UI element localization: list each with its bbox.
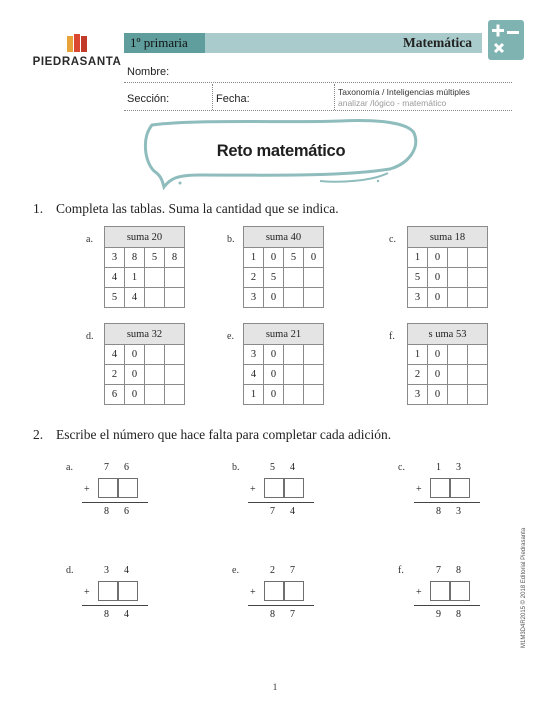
result-digit: 7 — [270, 506, 275, 517]
result-digit: 8 — [456, 609, 461, 620]
result-digit: 7 — [290, 609, 295, 620]
answer-cell[interactable] — [468, 288, 488, 308]
answer-cell[interactable] — [468, 365, 488, 385]
seccion-label: Sección: — [127, 93, 170, 105]
answer-cell[interactable] — [145, 345, 165, 365]
digit-cell: 0 — [125, 345, 145, 365]
addition-letter: b. — [232, 462, 240, 473]
digit-cell: 5 — [145, 248, 165, 268]
addition-letter: d. — [66, 565, 74, 576]
result-digit: 8 — [436, 506, 441, 517]
result-digit: 9 — [436, 609, 441, 620]
logo-text: PIEDRASANTA — [32, 56, 122, 68]
answer-cell[interactable] — [304, 268, 324, 288]
plus-sign: + — [250, 587, 256, 598]
answer-cell[interactable] — [165, 268, 185, 288]
digit-cell: 3 — [408, 288, 428, 308]
digit-cell: 2 — [408, 365, 428, 385]
taxonomia-values: analizar /lógico - matemático — [338, 98, 447, 108]
answer-cell[interactable] — [284, 288, 304, 308]
answer-box[interactable] — [284, 478, 304, 498]
sum-table — [104, 226, 185, 308]
result-digit: 4 — [124, 609, 129, 620]
sum-table — [243, 323, 324, 405]
sum-line — [248, 605, 314, 606]
taxonomia-label: Taxonomía / Inteligencias múltiples — [338, 87, 470, 97]
table-title: s uma 53 — [408, 324, 488, 345]
digit-cell: 2 — [105, 365, 125, 385]
fecha-label: Fecha: — [216, 93, 250, 105]
digit-cell: 0 — [264, 365, 284, 385]
digit-cell: 3 — [244, 288, 264, 308]
top-digit: 3 — [456, 462, 461, 473]
table-title: suma 21 — [244, 324, 324, 345]
sum-line — [414, 502, 480, 503]
answer-box[interactable] — [118, 478, 138, 498]
digit-cell: 5 — [264, 268, 284, 288]
result-digit: 4 — [290, 506, 295, 517]
digit-cell: 0 — [428, 365, 448, 385]
top-digit: 5 — [270, 462, 275, 473]
table-letter: b. — [227, 234, 235, 245]
grade-label: 1º primaria — [124, 33, 205, 53]
result-digit: 8 — [270, 609, 275, 620]
sum-table — [407, 226, 488, 308]
top-digit: 7 — [104, 462, 109, 473]
plus-sign: + — [416, 587, 422, 598]
answer-cell[interactable] — [304, 345, 324, 365]
top-digit: 3 — [104, 565, 109, 576]
digit-cell: 0 — [304, 248, 324, 268]
table-title: suma 40 — [244, 227, 324, 248]
digit-cell: 3 — [105, 248, 125, 268]
digit-cell: 1 — [244, 248, 264, 268]
digit-cell: 3 — [408, 385, 428, 405]
answer-cell[interactable] — [304, 385, 324, 405]
top-digit: 8 — [456, 565, 461, 576]
answer-cell[interactable] — [165, 365, 185, 385]
seccion-line — [124, 110, 512, 111]
digit-cell: 0 — [428, 385, 448, 405]
digit-cell: 4 — [244, 365, 264, 385]
answer-cell[interactable] — [468, 248, 488, 268]
sum-table — [104, 323, 185, 405]
copyright-text: M1M3D4R2015 © 2018 Editorial Piedrasanta — [521, 527, 527, 648]
answer-cell[interactable] — [448, 248, 468, 268]
answer-cell[interactable] — [448, 385, 468, 405]
addition-letter: f. — [398, 565, 404, 576]
digit-cell: 5 — [105, 288, 125, 308]
piedrasanta-logo — [32, 34, 122, 74]
nombre-line[interactable] — [124, 82, 512, 83]
answer-cell[interactable] — [448, 288, 468, 308]
top-digit: 1 — [436, 462, 441, 473]
answer-box[interactable] — [450, 478, 470, 498]
field-separator — [212, 84, 213, 110]
answer-box[interactable] — [264, 581, 284, 601]
page-number: 1 — [272, 682, 278, 692]
addition-letter: e. — [232, 565, 239, 576]
answer-cell[interactable] — [284, 345, 304, 365]
answer-cell[interactable] — [448, 345, 468, 365]
addition-letter: c. — [398, 462, 405, 473]
top-digit: 7 — [290, 565, 295, 576]
digit-cell: 0 — [264, 288, 284, 308]
top-digit: 2 — [270, 565, 275, 576]
sum-line — [82, 605, 148, 606]
answer-cell[interactable] — [468, 385, 488, 405]
answer-cell[interactable] — [145, 385, 165, 405]
digit-cell: 0 — [264, 248, 284, 268]
result-digit: 6 — [124, 506, 129, 517]
digit-cell: 0 — [428, 345, 448, 365]
answer-cell[interactable] — [165, 345, 185, 365]
answer-cell[interactable] — [468, 345, 488, 365]
digit-cell: 4 — [105, 268, 125, 288]
answer-cell[interactable] — [165, 385, 185, 405]
table-title: suma 32 — [105, 324, 185, 345]
top-digit: 7 — [436, 565, 441, 576]
sum-line — [248, 502, 314, 503]
digit-cell: 5 — [408, 268, 428, 288]
answer-box[interactable] — [98, 581, 118, 601]
page-title: Reto matemático — [216, 142, 346, 160]
question-1-number: 1. — [33, 201, 44, 216]
result-digit: 3 — [456, 506, 461, 517]
table-title: suma 20 — [105, 227, 185, 248]
digit-cell: 4 — [125, 288, 145, 308]
plus-sign: + — [250, 484, 256, 495]
digit-cell: 5 — [284, 248, 304, 268]
answer-box[interactable] — [430, 581, 450, 601]
answer-box[interactable] — [118, 581, 138, 601]
book-logo-icon — [66, 34, 88, 54]
answer-cell[interactable] — [304, 365, 324, 385]
answer-cell[interactable] — [145, 288, 165, 308]
digit-cell: 6 — [105, 385, 125, 405]
top-digit: 4 — [124, 565, 129, 576]
top-digit: 6 — [124, 462, 129, 473]
answer-box[interactable] — [450, 581, 470, 601]
answer-cell[interactable] — [145, 365, 165, 385]
addition-letter: a. — [66, 462, 73, 473]
sum-table — [243, 226, 324, 308]
answer-cell[interactable] — [304, 288, 324, 308]
table-letter: e. — [227, 331, 234, 342]
sum-table — [407, 323, 488, 405]
answer-cell[interactable] — [448, 365, 468, 385]
sum-line — [414, 605, 480, 606]
nombre-label: Nombre: — [127, 66, 170, 78]
digit-cell: 0 — [428, 248, 448, 268]
plus-minus-times-icon — [488, 20, 524, 60]
answer-box[interactable] — [98, 478, 118, 498]
digit-cell: 4 — [105, 345, 125, 365]
result-digit: 8 — [104, 506, 109, 517]
digit-cell: 0 — [428, 288, 448, 308]
answer-cell[interactable] — [145, 268, 165, 288]
digit-cell: 1 — [125, 268, 145, 288]
table-letter: d. — [86, 331, 94, 342]
field-separator — [334, 84, 335, 110]
table-letter: c. — [389, 234, 396, 245]
digit-cell: 0 — [264, 385, 284, 405]
digit-cell: 0 — [125, 385, 145, 405]
question-1-text: Completa las tablas. Suma la cantidad que se indica. — [56, 201, 339, 216]
top-digit: 4 — [290, 462, 295, 473]
digit-cell: 2 — [244, 268, 264, 288]
question-2-number: 2. — [33, 427, 44, 442]
digit-cell: 8 — [125, 248, 145, 268]
question-2-text: Escribe el número que hace falta para completar cada adición. — [56, 427, 392, 442]
result-digit: 8 — [104, 609, 109, 620]
plus-sign: + — [84, 587, 90, 598]
answer-box[interactable] — [284, 581, 304, 601]
digit-cell: 0 — [125, 365, 145, 385]
digit-cell: 3 — [244, 345, 264, 365]
digit-cell: 1 — [408, 345, 428, 365]
table-title: suma 18 — [408, 227, 488, 248]
answer-cell[interactable] — [284, 365, 304, 385]
plus-sign: + — [84, 484, 90, 495]
answer-box[interactable] — [430, 478, 450, 498]
answer-cell[interactable] — [165, 288, 185, 308]
table-letter: f. — [389, 331, 395, 342]
subject-label: Matemática — [403, 35, 472, 50]
answer-box[interactable] — [264, 478, 284, 498]
answer-cell[interactable] — [284, 385, 304, 405]
digit-cell: 0 — [264, 345, 284, 365]
digit-cell: 0 — [428, 268, 448, 288]
plus-sign: + — [416, 484, 422, 495]
table-letter: a. — [86, 234, 93, 245]
answer-cell[interactable] — [284, 268, 304, 288]
sum-line — [82, 502, 148, 503]
digit-cell: 1 — [244, 385, 264, 405]
digit-cell: 1 — [408, 248, 428, 268]
digit-cell: 8 — [165, 248, 185, 268]
answer-cell[interactable] — [468, 268, 488, 288]
answer-cell[interactable] — [448, 268, 468, 288]
